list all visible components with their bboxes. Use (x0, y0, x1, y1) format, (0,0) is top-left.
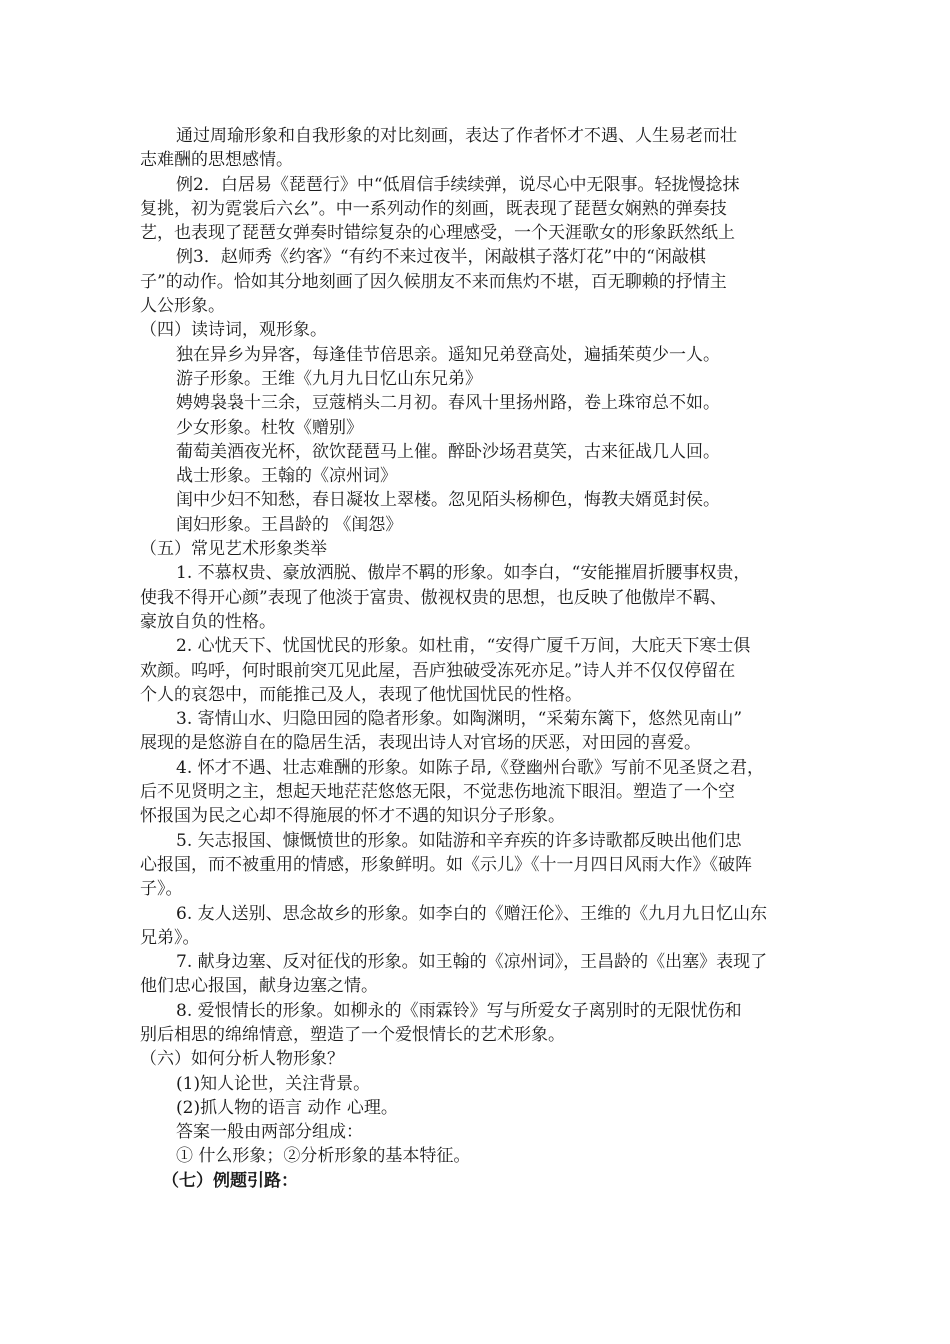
section-heading: （四）读诗词，观形象。 (140, 320, 327, 341)
text-line: 个人的哀怨中，而能推己及人，表现了他忧国忧民的性格。 (140, 684, 582, 705)
text-line: 后不见贤明之主，想起天地茫茫悠悠无限，不觉悲伤地流下眼泪。塑造了一个空 (140, 782, 735, 803)
text-line: 6. 友人送别、思念故乡的形象。如李白的《赠汪伦》、王维的《九月九日忆山东 (176, 903, 768, 924)
text-line: 8. 爱恨情长的形象。如柳永的《雨霖铃》写与所爱女子离别时的无限忧伤和 (176, 1000, 742, 1021)
section-heading: （五）常见艺术形象类举 (140, 539, 327, 560)
poem-attribution: 少女形象。杜牧《赠别》 (176, 417, 363, 438)
poem-line: 娉娉袅袅十三余，豆蔻梢头二月初。春风十里扬州路，卷上珠帘总不如。 (176, 393, 720, 414)
poem-attribution: 战士形象。王翰的《凉州词》 (176, 466, 397, 487)
poem-line: 葡萄美酒夜光杯，欲饮琵琶马上催。醉卧沙场君莫笑，古来征战几人回。 (176, 441, 720, 462)
poem-attribution: 游子形象。王维《九月九日忆山东兄弟》 (176, 368, 482, 389)
text-line: 2. 心忧天下、忧国忧民的形象。如杜甫，“安得广厦千万间，大庇天下寒士俱 (176, 636, 751, 657)
poem-attribution: 闺妇形象。王昌龄的 《闺怨》 (176, 514, 403, 535)
text-line: 4. 怀才不遇、壮志难酬的形象。如陈子昂,《登幽州台歌》写前不见圣贤之君， (176, 757, 765, 778)
text-line: 欢颜。呜呼，何时眼前突兀见此屋，吾庐独破受冻死亦足。”诗人并不仅仅停留在 (140, 660, 736, 681)
text-line: 他们忠心报国，献身边塞之情。 (140, 976, 378, 997)
text-line: 别后相思的绵绵情意，塑造了一个爱恨情长的艺术形象。 (140, 1024, 565, 1045)
section-heading: （七）例题引路： (162, 1170, 298, 1191)
text-line: 子”的动作。恰如其分地刻画了因久候朋友不来而焦灼不堪，百无聊赖的抒情主 (140, 271, 727, 292)
text-line: 复挑，初为霓裳后六幺”。中一系列动作的刻画，既表现了琵琶女娴熟的弹奏技 (140, 198, 727, 219)
text-line: 心报国，而不被重用的情感，形象鲜明。如《示儿》《十一月四日风雨大作》《破阵 (140, 854, 752, 875)
text-line: 怀报国为民之心却不得施展的怀才不遇的知识分子形象。 (140, 806, 565, 827)
text-line: 使我不得开心颜”表现了他淡于富贵、傲视权贵的思想，也反映了他傲岸不羁、 (140, 587, 727, 608)
text-line: (1)知人论世，关注背景。 (176, 1073, 371, 1094)
text-line: 1. 不慕权贵、豪放洒脱、傲岸不羁的形象。如李白，“安能摧眉折腰事权贵， (176, 563, 751, 584)
document-page (140, 124, 820, 1193)
text-line: 豪放自负的性格。 (140, 611, 276, 632)
text-line: 通过周瑜形象和自我形象的对比刻画，表达了作者怀才不遇、人生易老而壮 (176, 126, 737, 146)
poem-line: 独在异乡为异客，每逢佳节倍思亲。遥知兄弟登高处，遍插茱萸少一人。 (176, 344, 720, 365)
text-line: 志难酬的思想感情。 (140, 150, 293, 171)
poem-line: 闺中少妇不知愁，春日凝妆上翠楼。忽见陌头杨柳色，悔教夫婿觅封侯。 (176, 490, 720, 511)
text-line: 艺，也表现了琵琶女弹奏时错综复杂的心理感受，一个天涯歌女的形象跃然纸上 (140, 223, 735, 244)
text-line: 人公形象。 (140, 296, 225, 317)
section-heading: （六）如何分析人物形象？ (140, 1049, 344, 1070)
text-line: 例3．赵师秀《约客》“有约不来过夜半，闲敲棋子落灯花”中的“闲敲棋 (176, 247, 706, 268)
text-line: 7. 献身边塞、反对征伐的形象。如王翰的《凉州词》，王昌龄的《出塞》表现了 (176, 952, 768, 973)
text-line: 答案一般由两部分组成： (176, 1122, 363, 1143)
text-line: 例2．白居易《琵琶行》中“低眉信手续续弹，说尽心中无限事。轻拢慢捻抹 (176, 174, 740, 195)
text-line: ① 什么形象；②分析形象的基本特征。 (176, 1146, 471, 1167)
text-line: 展现的是悠游自在的隐居生活，表现出诗人对官场的厌恶，对田园的喜爱。 (140, 733, 701, 754)
text-line: (2)抓人物的语言 动作 心理。 (176, 1097, 398, 1118)
text-line: 3. 寄情山水、归隐田园的隐者形象。如陶渊明，“采菊东篱下，悠然见南山” (176, 709, 743, 730)
text-line: 5. 矢志报国、慷慨愤世的形象。如陆游和辛弃疾的许多诗歌都反映出他们忠 (176, 830, 742, 851)
text-line: 兄弟》。 (140, 927, 200, 948)
text-line: 子》。 (140, 879, 183, 900)
